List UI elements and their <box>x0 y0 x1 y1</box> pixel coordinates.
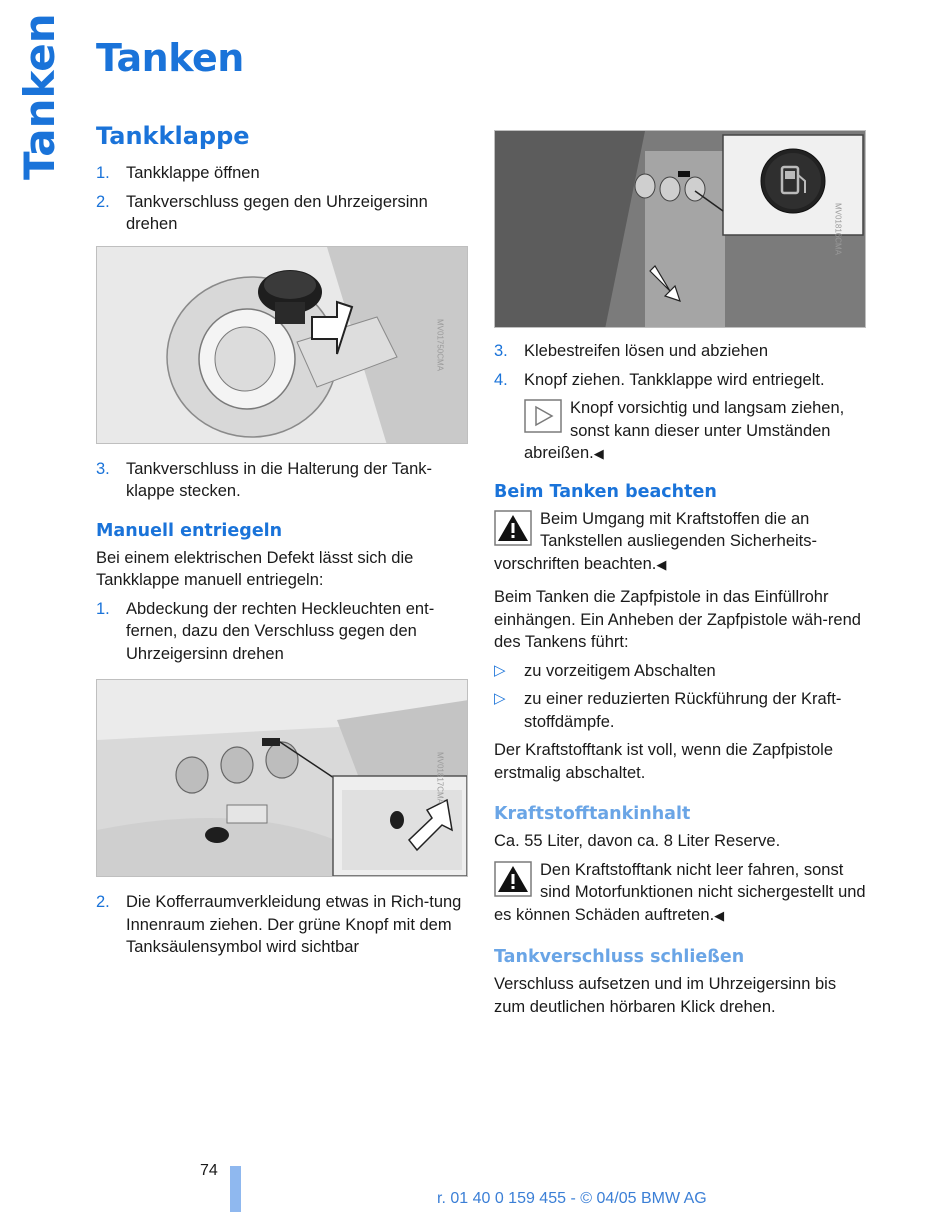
subsection-title-kraftstofftankinhalt: Kraftstofftankinhalt <box>494 804 691 824</box>
warning-block <box>494 859 866 928</box>
note-text: Knopf vorsichtig und langsam ziehen, sonst kann dieser unter Umständen abreißen. <box>524 399 845 462</box>
step-number: 4. <box>494 370 508 389</box>
step-text: Tankklappe öffnen <box>126 164 260 182</box>
step-text: Knopf ziehen. Tankklappe wird entriegelt. <box>524 370 825 389</box>
warning-block <box>494 508 866 577</box>
figure-release-button <box>494 130 866 328</box>
list-item <box>96 458 468 503</box>
list-item <box>96 162 468 185</box>
figure-code: MV01816CMA <box>833 202 843 256</box>
step-number: 2. <box>96 893 110 911</box>
note-play-icon <box>524 399 562 433</box>
page-title: Tanken <box>96 36 244 80</box>
warning-text: Den Kraftstofftank nicht leer fahren, sonst sind Motorfunktionen nicht sichergestellt und es können Schäden auftreten. <box>494 860 866 924</box>
figure-trunk-cover <box>96 679 468 877</box>
section-title-tankklappe: Tankklappe <box>96 122 250 150</box>
bullet-text: zu einer reduzierten Rückführung der Kraft-stoffdämpfe. <box>524 690 842 731</box>
footer-accent-bar <box>230 1166 241 1212</box>
note-block <box>494 397 866 466</box>
bullet-triangle-icon: ▷ <box>494 690 506 707</box>
step-number: 3. <box>494 342 508 360</box>
left-column <box>96 120 468 965</box>
list-item <box>96 191 468 236</box>
paragraph: Bei einem elektrischen Defekt lässt sich die Tankklappe manuell entriegeln: <box>96 548 414 589</box>
list-item <box>96 598 468 666</box>
list-item <box>494 369 866 392</box>
page-number: 74 <box>200 1162 218 1179</box>
warning-icon <box>494 861 532 897</box>
list-item <box>494 340 866 363</box>
end-mark-icon: ◀ <box>714 907 725 923</box>
list-item <box>494 688 866 733</box>
bullet-text: zu vorzeitigem Abschalten <box>524 661 716 680</box>
paragraph: Ca. 55 Liter, davon ca. 8 Liter Reserve. <box>494 832 781 850</box>
release-button-illustration <box>495 131 866 328</box>
paragraph: Beim Tanken die Zapfpistole in das Einfüllrohr einhängen. Ein Anheben der Zapfpistole wäh-rend des Tankens führt: <box>494 588 861 651</box>
fuel-cap-illustration <box>97 247 468 444</box>
trunk-cover-illustration <box>97 680 468 877</box>
step-number: 3. <box>96 459 110 478</box>
step-text: Klebestreifen lösen und abziehen <box>524 342 769 360</box>
end-mark-icon: ◀ <box>593 446 604 461</box>
step-number: 1. <box>96 599 110 618</box>
footer-text: r. 01 40 0 159 455 - © 04/05 BMW AG <box>437 1190 707 1207</box>
step-text: Die Kofferraumverkleidung etwas in Rich-tung Innenraum ziehen. Der grüne Knopf mit dem Tanksäulensymbol wird sichtbar <box>126 893 462 956</box>
subsection-title-beim-tanken: Beim Tanken beachten <box>494 481 717 502</box>
side-chapter-title: Tanken <box>15 13 64 180</box>
list-item <box>96 891 468 959</box>
end-mark-icon: ◀ <box>656 556 667 572</box>
step-text: Tankverschluss in die Halterung der Tank-klappe stecken. <box>126 459 433 500</box>
right-column <box>494 130 866 1024</box>
subsection-title-tankverschluss-schliessen: Tankverschluss schließen <box>494 947 745 967</box>
step-number: 1. <box>96 164 110 182</box>
step-number: 2. <box>96 192 110 211</box>
figure-fuel-cap <box>96 246 468 444</box>
step-text: Abdeckung der rechten Heckleuchten ent-fernen, dazu den Verschluss gegen den Uhrzeigersinn drehen <box>126 599 435 663</box>
figure-code: MV01817CMA <box>435 751 445 805</box>
warning-icon <box>494 510 532 546</box>
list-item <box>494 660 866 683</box>
paragraph: Verschluss aufsetzen und im Uhrzeigersinn bis zum deutlichen hörbaren Klick drehen. <box>494 975 837 1016</box>
subsection-title-manuell: Manuell entriegeln <box>96 520 283 541</box>
paragraph: Der Kraftstofftank ist voll, wenn die Zapfpistole erstmalig abschaltet. <box>494 741 834 782</box>
bullet-triangle-icon: ▷ <box>494 661 506 679</box>
step-text: Tankverschluss gegen den Uhrzeigersinn drehen <box>126 192 428 233</box>
figure-code: MV01750CMA <box>435 318 445 371</box>
warning-text: Beim Umgang mit Kraftstoffen die an Tankstellen ausliegenden Sicherheits-vorschriften beachten. <box>494 509 818 573</box>
